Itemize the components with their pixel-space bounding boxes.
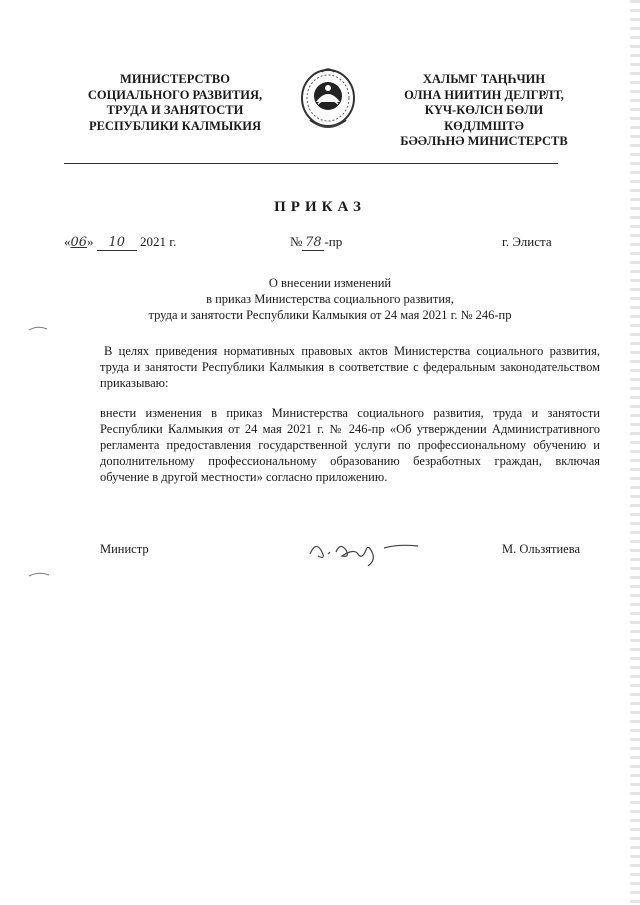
order-paragraph: внести изменения в приказ Министерства социального развития, труда и занятости Республики Калмыкия от 24 мая 2021 г. № 246-пр «Об утверждении Административного регламента предоставления государственной услуги по профессиональному обучению и дополнительному профессиональному образованию безработных граждан, включая обучение в другой местности» согласно приложению.	[100, 406, 600, 484]
ministry-name-line: КҮЧ-КӨЛСН БӨЛИ	[424, 103, 544, 117]
date-close-quote: »	[87, 234, 94, 249]
ministry-name-line: КӨДЛМШТӘ	[444, 118, 524, 133]
subject-line: труда и занятости Республики Калмыкия от 24 мая 2021 г. № 246-пр	[148, 308, 512, 322]
city: г. Элиста	[502, 234, 552, 249]
signatory-position: Министр	[100, 542, 149, 556]
document-title: ПРИКАЗ	[274, 199, 366, 215]
order-number	[290, 234, 342, 251]
ministry-name-line: МИНИСТЕРСТВО	[120, 72, 230, 86]
preamble-paragraph: В целях приведения нормативных правовых актов Министерства социального развития, труда и занятости Республики Калмыкия в соответствие с федеральным законодательством приказываю:	[100, 344, 600, 390]
ministry-name-kalmyk	[378, 72, 590, 150]
signatory-name: М. Ользятиева	[502, 542, 581, 556]
number-sign: №	[290, 234, 303, 249]
ministry-name-line: РЕСПУБЛИКИ КАЛМЫКИЯ	[88, 118, 262, 133]
order-date	[64, 234, 176, 251]
header-divider	[64, 163, 558, 164]
ministry-name-line: ОЛНА НИИТИН ДЕЛГРЛТ,	[404, 87, 564, 102]
handwritten-signature	[306, 530, 426, 570]
kalmykia-coat-of-arms-icon	[296, 64, 360, 136]
number-suffix: -пр	[324, 234, 343, 249]
order-subject	[100, 275, 560, 323]
ministry-name-russian	[70, 72, 280, 134]
date-open-quote: «	[64, 234, 71, 249]
ministry-name-line: СОЦИАЛЬНОГО РАЗВИТИЯ,	[87, 87, 263, 102]
date-month: 10	[97, 235, 137, 251]
ministry-name-line: ХАЛЬМГ ТАҢҺЧИН	[422, 72, 546, 86]
subject-line: в приказ Министерства социального развития,	[206, 292, 454, 306]
scan-edge-noise	[630, 0, 640, 905]
subject-line: О внесении изменений	[268, 276, 392, 290]
scan-mark	[28, 564, 50, 570]
ministry-name-line: ТРУДА И ЗАНЯТОСТИ	[106, 103, 244, 117]
scan-mark	[28, 318, 48, 324]
ministry-name-line: БӘӘЛҺНӘ МИНИСТЕРСТВ	[400, 134, 568, 148]
date-year: 2021 г.	[140, 234, 177, 249]
number-value: 78	[302, 235, 324, 251]
date-day: 06	[70, 235, 88, 250]
